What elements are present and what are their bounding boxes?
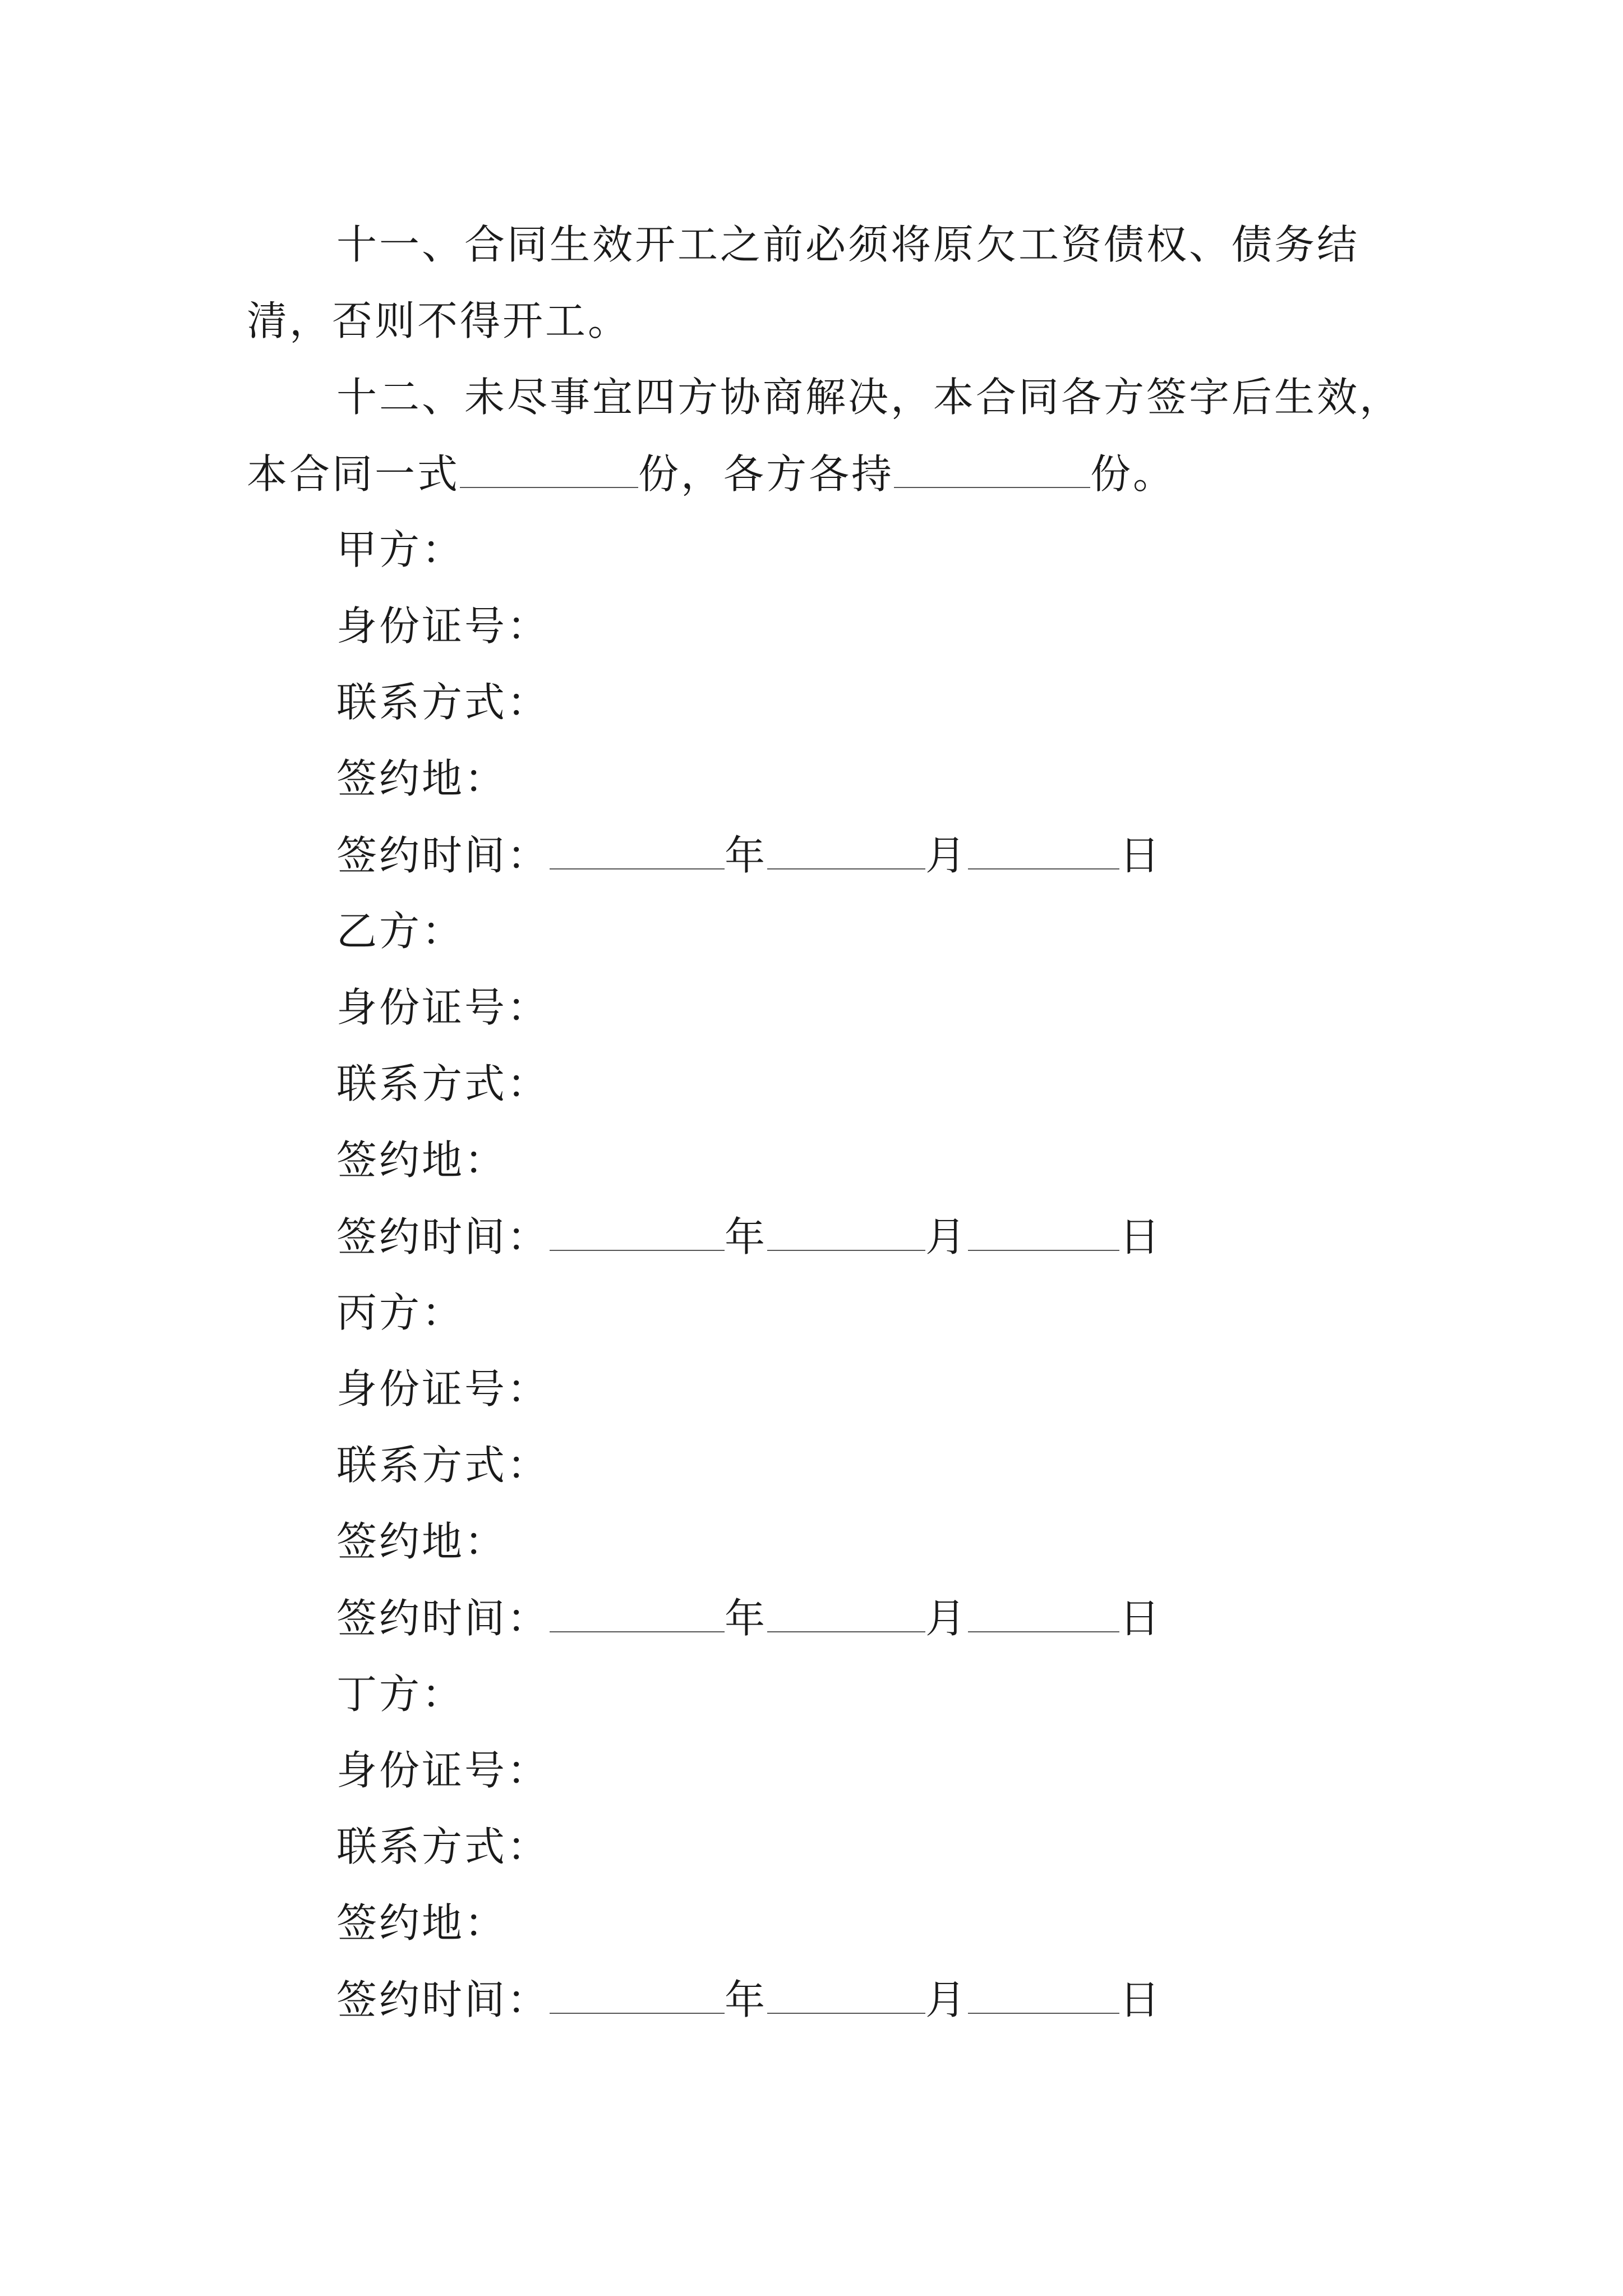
year-label: 年 [725,1595,768,1642]
party-d-sign-time [336,1976,1163,2023]
year-label: 年 [725,1213,768,1260]
sign-time-label: 签约时间： [336,1595,550,1642]
party-c-sign-place: 签约地： [336,1518,508,1565]
party-a-id-number: 身份证号： [336,602,550,650]
day-blank[interactable] [968,1216,1119,1251]
year-blank[interactable] [550,835,725,869]
party-d-sign-place: 签约地： [336,1899,508,1947]
month-label: 月 [925,1595,969,1642]
month-blank[interactable] [767,1598,925,1632]
party-b-sign-time [336,1213,1163,1260]
party-b-sign-place: 签约地： [336,1137,508,1184]
month-label: 月 [925,832,969,879]
day-label: 日 [1119,1976,1163,2023]
year-label: 年 [725,1976,768,2023]
day-label: 日 [1119,1213,1163,1260]
party-c-name: 丙方： [336,1289,465,1336]
month-blank[interactable] [767,1979,925,2014]
party-d-name: 丁方： [336,1671,465,1718]
party-b-name: 乙方： [336,908,465,955]
party-c-id-number: 身份证号： [336,1365,550,1412]
month-blank[interactable] [767,1216,925,1251]
day-blank[interactable] [968,1979,1119,2014]
copies-prefix: 本合同一式 [247,450,460,498]
party-a-sign-time [336,832,1163,879]
party-c-contact: 联系方式： [336,1442,550,1489]
sign-time-label: 签约时间： [336,832,550,879]
day-blank[interactable] [968,1598,1119,1632]
party-c-sign-time [336,1595,1163,1642]
party-a-name: 甲方： [336,526,465,573]
clause-11-line-1: 十一、合同生效开工之前必须将原欠工资债权、债务结 [336,221,1360,268]
clause-11-line-2: 清，否则不得开工。 [247,297,631,344]
year-label: 年 [725,832,768,879]
party-d-id-number: 身份证号： [336,1747,550,1794]
party-b-contact: 联系方式： [336,1060,550,1107]
clause-12-line-2 [247,450,1176,498]
party-d-contact: 联系方式： [336,1823,550,1870]
copies-each-blank[interactable] [894,453,1090,488]
copies-total-blank[interactable] [460,453,638,488]
day-label: 日 [1119,832,1163,879]
sign-time-label: 签约时间： [336,1213,550,1260]
party-a-contact: 联系方式： [336,679,550,726]
year-blank[interactable] [550,1598,725,1632]
copies-middle: 份，各方各持 [638,450,895,498]
copies-suffix: 份。 [1090,450,1176,498]
day-label: 日 [1119,1595,1163,1642]
day-blank[interactable] [968,835,1119,869]
party-b-id-number: 身份证号： [336,984,550,1031]
sign-time-label: 签约时间： [336,1976,550,2023]
party-a-sign-place: 签约地： [336,755,508,802]
year-blank[interactable] [550,1979,725,2014]
month-blank[interactable] [767,835,925,869]
month-label: 月 [925,1213,969,1260]
year-blank[interactable] [550,1216,725,1251]
clause-12-line-1: 十二、未尽事宜四方协商解决，本合同各方签字后生效， [336,374,1403,421]
month-label: 月 [925,1976,969,2023]
